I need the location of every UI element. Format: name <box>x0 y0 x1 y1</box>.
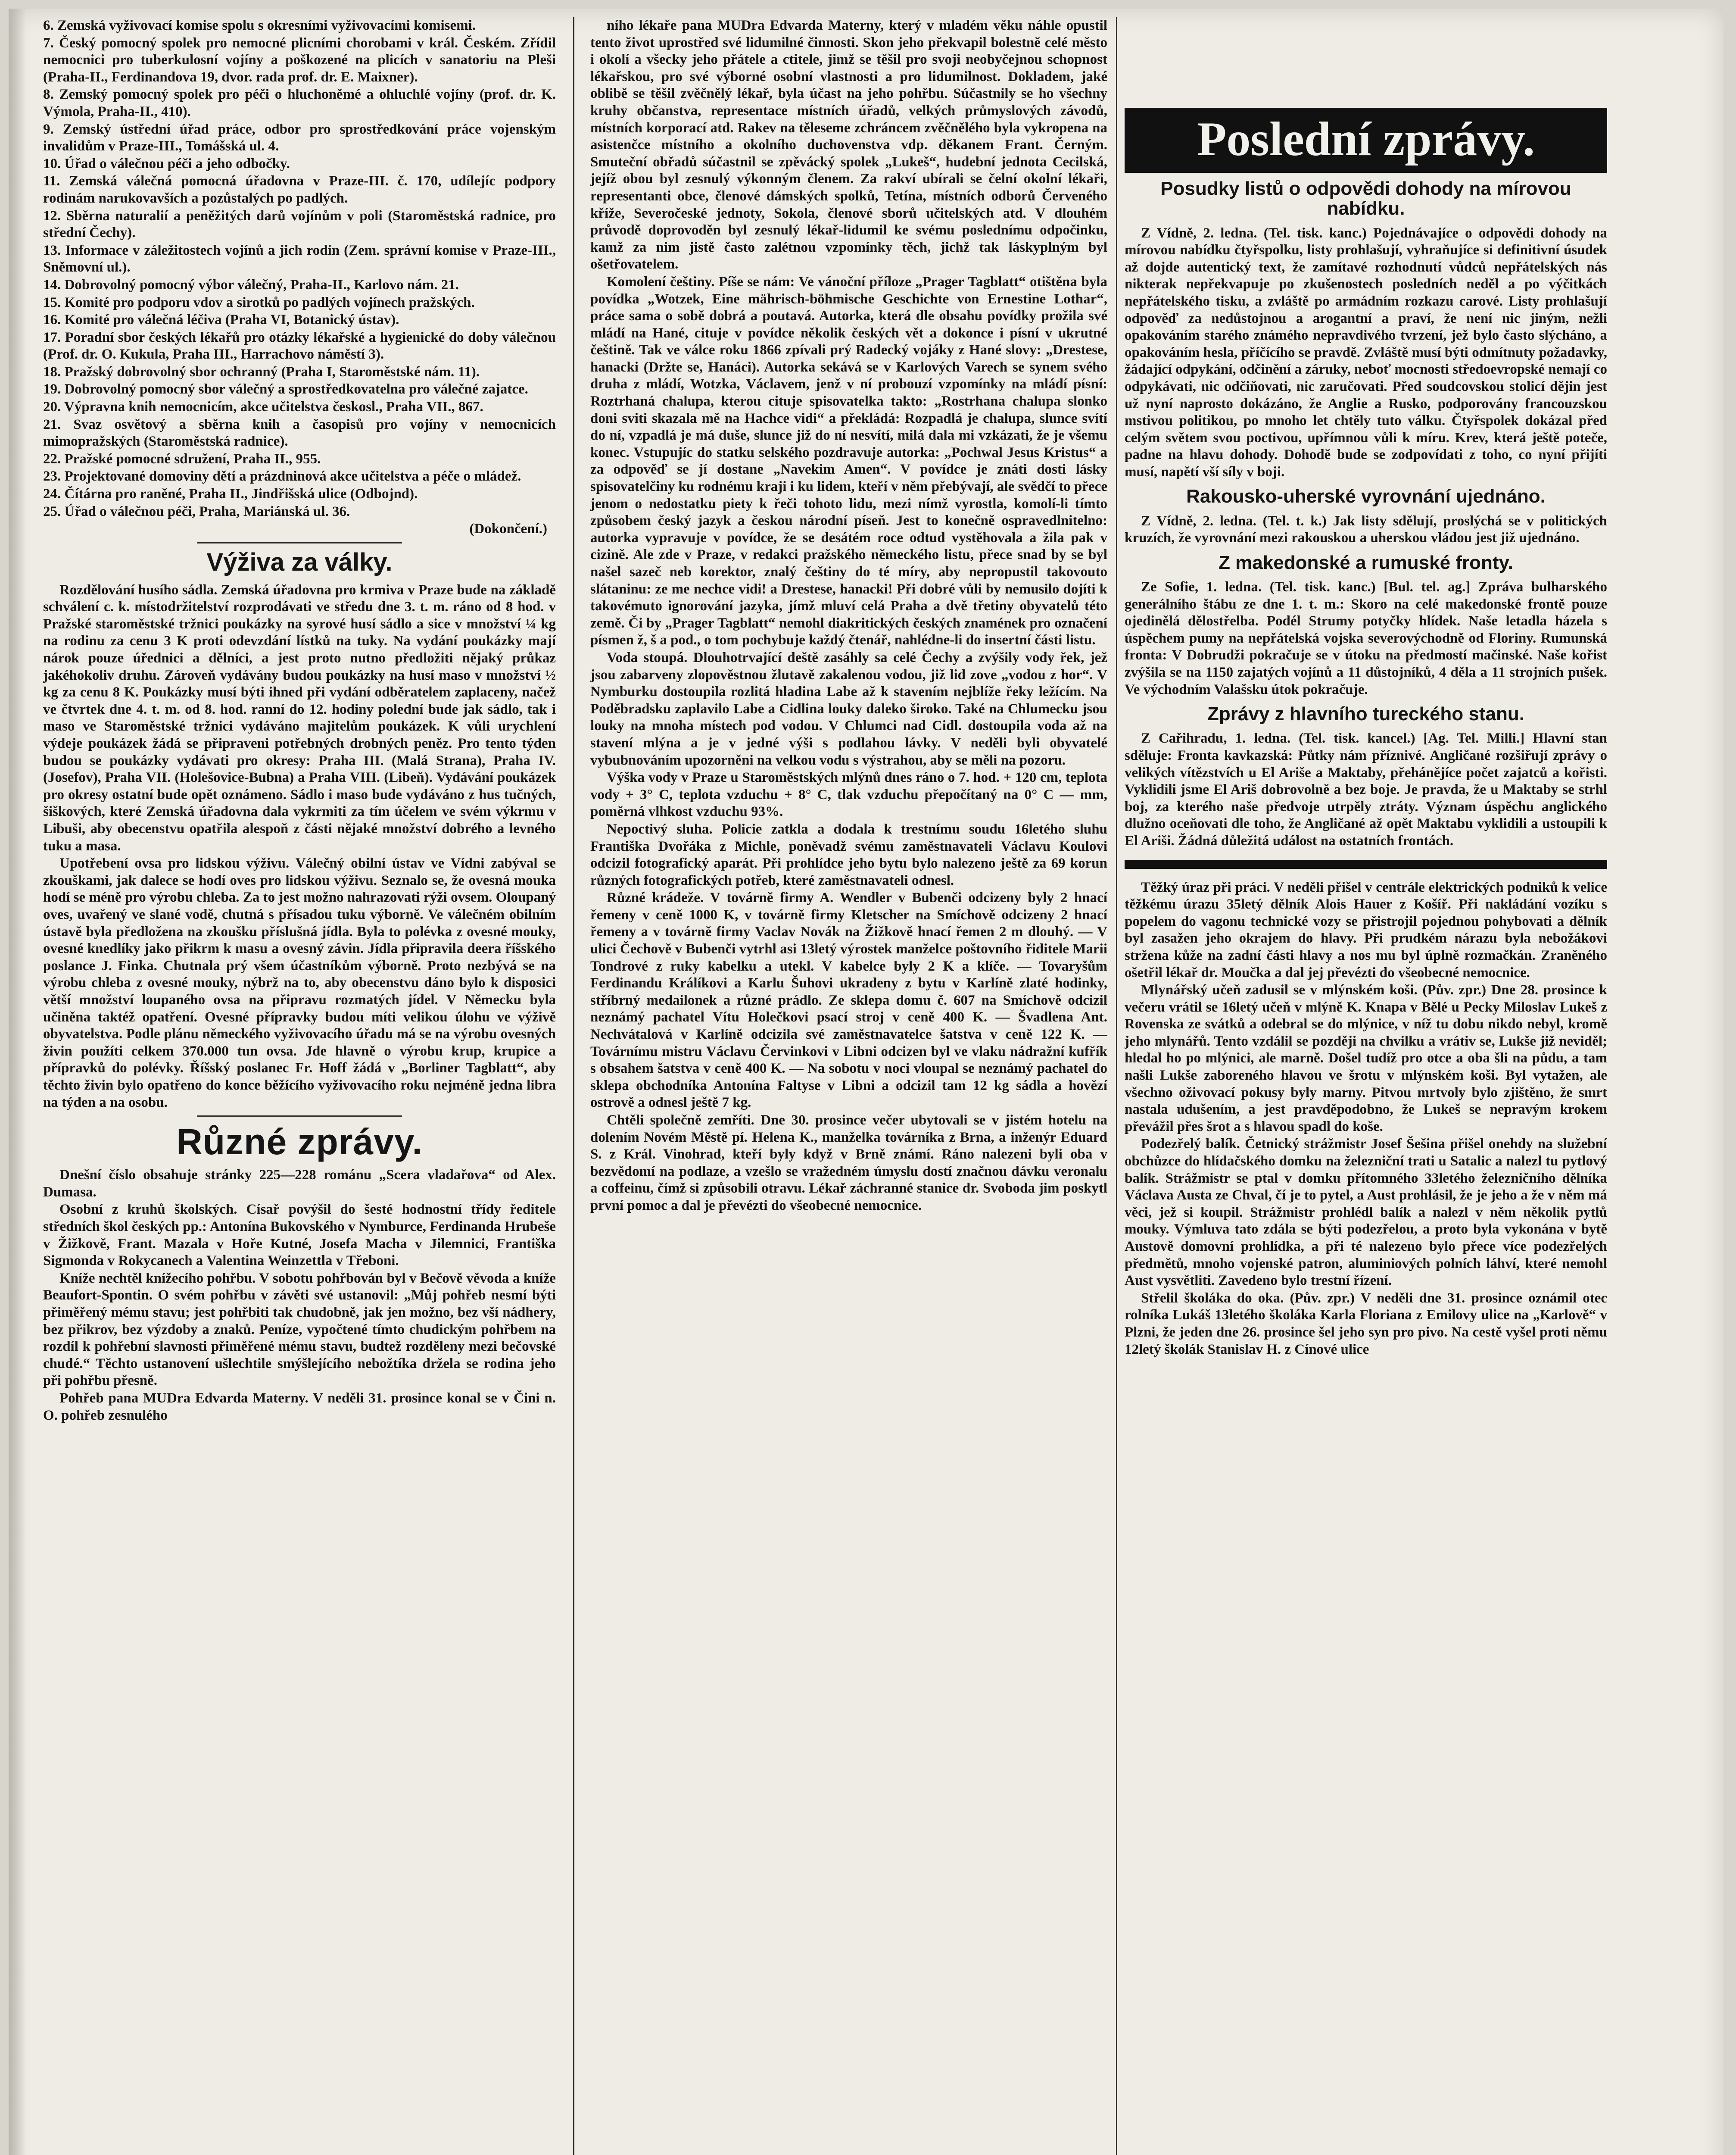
article-paragraph: Chtěli společně zemříti. Dne 30. prosince večer ubytovali se v jistém hotelu na dolením Novém Městě pí. Helena K., manželka továrníka z Brna, a inženýr Eduard S. z Král. Vinohrad, kteří byly když v Brně známí. Ráno nalezeni byli oba v bezvědomí na podlaze, a vzešlo se vražedném úmyslu dostí značnou dávku veronalu a coffeinu, čímž si způsobili otravu. Lékař záchranné stanice dr. Svoboda jim poskytl první pomoc a dal je převézti do všeobecné nemocnice. <box>590 1112 1107 1213</box>
divider <box>197 542 402 543</box>
list-item: 10. Úřad o válečnou péči a jeho odbočky. <box>43 156 290 172</box>
section-bar <box>1125 860 1607 869</box>
column-2-articles <box>590 17 1107 1215</box>
vyziva-section <box>43 582 556 1111</box>
column-2 <box>590 17 1107 2155</box>
article-paragraph: Osobní z kruhů školských. Císař povýšil do šesté hodnostní třídy ředitele středních škol českých pp.: Antonína Bukovského v Nymburce, Ferdinanda Hrubeše v Žižkově, Frant. Mazala v Hoře Kutné, Josefa Macha v Jilemnici, Františka Sigmonda v Rokycanech a Valentina Weinzettla v Třeboni. <box>43 1202 556 1269</box>
banner-posledni-zpravy: Poslední zprávy. <box>1125 108 1607 173</box>
article-paragraph: Kníže nechtěl knížecího pohřbu. V sobotu pohřbován byl v Bečově věvoda a kníže Beaufort-Spontin. O svém pohřbu v závěti své ustanovil: „Můj pohřeb nesmí býti přiměřený mému stavu; jest pohřbiti tak chudobně, jak jen možno, bez vší nádhery, bez přikrov, bez výzdoby a znaků. Peníze, vypočtené tímto chudickým pohřbem na rozdíl k pohřební slavnosti přiměřené mému stavu, budtež rozděleny mezi bečovské chudé.“ Těchto ustanovení ušlechtile smýšlejícího nebožtíka držela se rodina jeho při pohřbu přesně. <box>43 1270 556 1389</box>
article-paragraph: Výška vody v Praze u Staroměstských mlýnů dnes ráno o 7. hod. + 120 cm, teplota vody + 3° C, teplota vzduchu + 8° C, tlak vzduchu přepočítaný na 0° C — mm, poměrná vlhkost vzduchu 93%. <box>590 770 1107 820</box>
headline-fronty: Z makedonské a rumuské fronty. <box>1219 552 1513 573</box>
article-paragraph: Mlynářský učeň zadusil se v mlýnském koši. (Pův. zpr.) Dne 28. prosince k večeru vrátil se 16letý učeň v mlýně K. Knapa v Bělé u Pecky Miloslav Lukeš z Rovenska ze svátků a odebral se do mlýnice, v níž tu dobu nikdo nebyl, kromě jeho mlynářů. Tento vzdálil se později na chvilku a vrátiv se, Lukše již neviděl; hledal ho po mlýnici, ale marně. Došel tudíž pro otce a oba šli na půdu, a tam našli Lukše zaboreného hlavou ve šrotu v mlýnském koši. Byl vytažen, ale všechno oživovací pokusy byly marny. Pitvou mrtvoly bylo zjištěno, že smrt nastala udušením, a jest pravděpodobno, že Lukeš se nepravým krokem převážil přes šrot a s hlavou spadl do koše. <box>1125 982 1607 1134</box>
list-item: 24. Čítárna pro raněné, Praha II., Jindřišská ulice (Odbojnd). <box>43 486 418 502</box>
institution-list <box>43 17 556 520</box>
list-item: 23. Projektované domoviny dětí a prázdninová akce učitelstva a péče o mládež. <box>43 468 521 484</box>
article-paragraph: Dnešní číslo obsahuje stránky 225—228 románu „Scera vladařova“ od Alex. Dumasa. <box>43 1167 556 1200</box>
news-constantinople: Z Cařihradu, 1. ledna. (Tel. tisk. kancel.) [Ag. Tel. Milli.] Hlavní stan sděluje: Fronta kavkazská: Půtky nám příznivé. Angličané rozšiřují zprávy o velikých vítězstvích u El Ariše a Maktaby, přehánějíce počet zajatců a kořisti. Vyklidili jsme El Ariš dobrovolně a bez boje. Je pravda, že u Maktaby se strhl boj, za kterého naše předvoje utrpěly ztráty. Význam úspěchu anglického dlužno oceňovati dle toho, že Angličané až opět Maktabu vyklidili a ustoupili k El Ariši. Žádná důležitá událost na ostatních frontách. <box>1125 731 1607 849</box>
article-paragraph: Různé krádeže. V továrně firmy A. Wendler v Bubenči odcizeny byly 2 hnací řemeny v ceně 1000 K, v továrně firmy Kletscher na Smíchově odcizeny 2 hnací řemeny a v továrně firmy Vaclav Novák na Žižkově hnací řemen 2 m dlouhý. — V ulici Čechově v Bubenči vytrhl asi 13letý výrostek manželce poštovního řiditele Marii Tondrové z ruky kabelku a utekl. V kabelce byly 2 K a klíče. — Tovaryšům Ferdinandu Králíkovi a Karlu Šuhovi ukradeny z bytu v Karlíně zlaté hodinky, stříbrný medailonek a různé prádlo. Ze sklepa domu č. 607 na Smíchově odcizil neznámý pachatel Vítu Holečkovi psací stroj v ceně 400 K. — Švadlena Ant. Nechvátalová v Karlíně odcizila své zaměstnavatelce šatstva v ceně 122 K. — Továrnímu mistru Václavu Červinkovi v Libni odcizen byl ve vlaku nádražní kufřík s obsahem šatstva v ceně 400 K. — Na sobotu v noci vloupal se neznámý pachatel do sklepa obchodníka Antonína Faltyse v Libni a odcizil tam 12 kg sádla a hovězí ostrově a odnesl ještě 7 kg. <box>590 890 1107 1111</box>
list-item: 9. Zemský ústřední úřad práce, odbor pro sprostředkování práce vojenským invalidům v Praze-III., Tomášská ul. 4. <box>43 121 556 154</box>
local-news <box>1125 879 1607 1359</box>
list-item: 16. Komité pro válečná léčiva (Praha VI, Botanický ústav). <box>43 312 399 328</box>
list-item: 13. Informace v záležitostech vojínů a jich rodin (Zem. správní komise v Praze-III., Sněmovní ul.). <box>43 242 556 275</box>
ruzne-section <box>43 1167 556 1424</box>
headline-turecky-stan: Zprávy z hlavního tureckého stanu. <box>1207 703 1524 725</box>
heading-vyziva: Výživa za války. <box>206 548 393 576</box>
list-item: 15. Komité pro podporu vdov a sirotků po padlých vojínech pražských. <box>43 294 475 310</box>
headline-posudky: Posudky listů o odpovědi dohody na mírovou nabídku. <box>1160 178 1571 219</box>
list-item: 12. Sběrna naturalií a peněžitých darů vojínům v poli (Staroměstská radnice, pro střední Čechy). <box>43 208 556 241</box>
news-vyrovnani: Z Vídně, 2. ledna. (Tel. t. k.) Jak listy sdělují, proslýchá se v politických kruzích, že vyrovnání mezi rakouskou a uherskou vládou jest již ujednáno. <box>1125 513 1607 546</box>
list-item: 19. Dobrovolný pomocný sbor válečný a sprostředkovatelna pro válečné zajatce. <box>43 381 528 397</box>
column-divider <box>1116 17 1117 2155</box>
list-item: 21. Svaz osvětový a sběrna knih a časopisů pro vojíny v nemocnicích mimopražských (Staroměstská radnice). <box>43 416 556 450</box>
article-paragraph: Těžký úraz při práci. V neděli přišel v centrále elektrických podniků k velice těžkému úrazu 35letý dělník Alois Hauer z Košíř. Při nakládání vozíku s popelem do vagonu technické vozy se přistrojil pojednou pohybovati a dělník byl zasažen jeho okrajem do hlavy. Při prudkém nárazu byla nebožákovi stržena kůže na zadní části hlavy a nos mu byl úplně rozmačkán. Zraněného ošetřil lékař dr. Moučka a dal jej převézti do všeobecné nemocnice. <box>1125 879 1607 981</box>
article-paragraph: Voda stoupá. Dlouhotrvající deště zasáhly sa celé Čechy a zvýšily vody řek, jež jsou zabarveny zlopověstnou žlutavě zakalenou vodou, již lid zove „vodou z hor“. V Nymburku dostoupila rozlitá hladina Labe až k stavením nejblíže řeky ležícím. Na Poděbradsku zaplavilo Labe a Cidlina louky daleko široko. Také na Chlumecku jsou louky na mnoha místech pod vodou. V Chlumci nad Cidl. dostoupila voda až na stavení mlýna a je v jedné výši s podlahou lávky. V neděli byli obyvatelé vybubnováním upozorněni na velkou vodu s výstrahou, aby se měli na pozoru. <box>590 650 1107 768</box>
list-item: 20. Výpravna knih nemocnicím, akce učitelstva českosl., Praha VII., 867. <box>43 399 483 415</box>
list-item: 18. Pražský dobrovolný sbor ochranný (Praha I, Staroměstské nám. 11). <box>43 364 480 380</box>
list-item: 7. Český pomocný spolek pro nemocné plicními chorobami v král. Českém. Zřídil nemocnici pro tuberkulosní vojíny a poškozené na plicích v sanatoriu na Pleši (Praha-II., Ferdinandova 19, dvor. rada prof. dr. E. Maixner). <box>43 35 556 85</box>
list-item: 25. Úřad o válečnou péči, Praha, Mariánská ul. 36. <box>43 503 350 519</box>
news-vienna: Z Vídně, 2. ledna. (Tel. tisk. kanc.) Pojednávajíce o odpovědi dohody na mírovou nabídku čtyřspolku, listy prohlašují, vyhraňujíce si definitivní úsudek až dojde autentický text, že zamítavé rozhodnutí vůdců nepřátelských nás nikterak nepřekvapuje po zkušenostech posledních neděl a po výčitkách nepřátelského tisku, a zvláště po armádním rozkazu carové. Listy prohlašují odpověď za nedůstojnou a arogantní a praví, že není nic jiným, nežli opakováním starého známého nepravdivého tvrzení, jež bylo často slýcháno, a opakováním hesla, příčícího se pravdě. Zvláště musí býti odmítnuty požadavky, žádající odpykání, odčinění a záruky, neboť mocnosti středoevropské nemají co odpykávati, nic odčiňovati, nic zaručovati. Před soudcovskou stolicí dějin jest už nyní naprosto dokázáno, že Anglie a Rusko, podporovány francouzskou mstivou politikou, po mnoho let chtěly tuto válku. Čtyřspolek dokázal před celým světem svou poctivou, upřímnou vůli k míru. Krev, která ještě poteče, padne na hlavu dohody. Dohodě bude se zodpovídati z toho, co nyní přijíti musí, napětí vší síly v boji. <box>1125 225 1607 480</box>
list-item: 14. Dobrovolný pomocný výbor válečný, Praha-II., Karlovo nám. 21. <box>43 277 459 293</box>
article-paragraph: Podezřelý balík. Četnický strážmistr Josef Šešina přišel onehdy na služební obchůzce do hlídačského domku na železniční trati u Satalic a nalezl tu pytlový balík. Strážmistr se ptal v domku přítomného 33letého železničního dělníka Václava Austa ze Chval, čí je to pytel, a Aust prohlásil, že je jeho a že v něm má věci, jež si koupil. Strážmistr prohlédl balík a nalezl v něm několik pytlů mouky. Výmluva tato zdála se býti podezřelou, a proto byla vykonána v bytě Austově domovní prohlídka, a při té nalezeno bylo přece více podezřelých předmětů, mnoho vojenské patron, aluminiových polních láhví, které nemohl Aust vysvětliti. Zavedeno bylo trestní řízení. <box>1125 1136 1607 1289</box>
news-sofia: Ze Sofie, 1. ledna. (Tel. tisk. kanc.) [Bul. tel. ag.] Zpráva bulharského generálního štábu ze dne 1. t. m.: Skoro na celé makedonské frontě pouze ojedinělá dělostřelba. Podél Strumy potyčky hlídek. Naše letadla házela s úspěchem pumy na nepřátelská vojska severovýchodně od Floriny. Rumunská fronta: V Dobrudži pokračuje se v útoku na předmostí mačinské. Naše kořist zvýšila se na 1150 zajatých vojínů a 11 důstojníků, 4 děla a 11 strojních pušek. Ve východním Valašsku útok pokračuje. <box>1125 579 1607 697</box>
article-paragraph: Upotřebení ovsa pro lidskou výživu. Válečný obilní ústav ve Vídni zabýval se zkouškami, jak dalece se hodí oves pro lidskou výživu. Seznalo se, že ovesná mouka hodí se méně pro výrobu chleba. Za to jest možno nahrazovati rýži ovsem. Oloupaný oves, uvařený ve slané vodě, chutná s přísadou tuku výborně. Ve válečném obilním ústavě byla předložena na zkoušku příslušná jídla. Byla to polévka z ovesné mouky, ovesné knedlíky jako přikrm k masu a ovesný závin. Jídla připravila deera říšského poslance J. Finka. Chutnala prý všem účastníkům výborně. Proto nezbývá se na výrobu chleba z ovesné mouky, nýbrž na to, aby obecenstvu dáno bylo k disposici větší množství loupaného ovsa na připravu rozmatých jídel. V Německu byla učiněna taktéž opatření. Ovesné přípravky budou míti velikou úlohu ve výživě obyvatelstva. Podle plánu německého vyživovacího úřadu má se na výrobu ovesných živin použíti celkem 370.000 tun ovsa. Jde hlavně o výrobu krup, krupice a přípravků do polévky. Říšský poslanec Fr. Hoff žádá v „Borliner Tagblatt“, aby těchto živin bylo opatřeno do konce běžícího vyživovacího roku nejméně jedna libra na týden a na osobu. <box>43 856 556 1110</box>
heading-ruzne: Různé zprávy. <box>176 1121 423 1162</box>
column-1 <box>43 17 556 2155</box>
list-item: 8. Zemský pomocný spolek pro péči o hluchoněmé a ohluchlé vojíny (prof. dr. K. Výmola, Praha-II., 410). <box>43 87 556 119</box>
concluded-note: (Dokončení.) <box>469 521 547 537</box>
column-3 <box>1125 17 1607 2155</box>
article-paragraph: Střelil školáka do oka. (Pův. zpr.) V neděli dne 31. prosince oznámil otec rolníka Lukáš 13letého školáka Karla Floriana z Emilovy ulice na „Karlově“ v Plzni, že jeden dne 26. prosince šel jeho syn pro pivo. Na cestě vyšel proti němu 12letý školák Stanislav H. z Cínové ulice <box>1125 1290 1607 1357</box>
article-paragraph: Pohřeb pana MUDra Edvarda Materny. V neděli 31. prosince konal se v Čini n. O. pohřeb zesnulého <box>43 1390 556 1423</box>
list-item: 17. Poradní sbor českých lékařů pro otázky lékařské a hygienické do doby válečnou (Prof. dr. O. Kukula, Praha III., Harrachovo náměstí 3). <box>43 329 556 362</box>
article-paragraph: Nepoctivý sluha. Policie zatkla a dodala k trestnímu soudu 16letého sluhu Františka Dvořáka z Michle, poněvadž svému zaměstnavateli Václavu Koulovi odcizil fotografický aparát. Při prohlídce jeho bytu bylo nalezeno ještě za 69 korun různých fotografických potřeb, které zaměstnavateli odnesl. <box>590 821 1107 888</box>
page-shadow <box>9 9 26 2155</box>
article-paragraph: Rozdělování husího sádla. Zemská úřadovna pro krmiva v Praze bude na základě schválení c. k. místodržitelství rozprodávati ve středu dne 3. t. m. ráno od 8 hod. v Pražské staroměstské tržnici poukázky na syrové husí sádlo a sice v množství ¼ kg na rodinu za cenu 3 K proti odevzdání lístků na tuky. Na vydání poukázky mají nárok pouze úřednici a dělníci, a jest proto nutno předložiti nějaký průkaz jakéhokoliv druhu. Zároveň vydávány budou poukázky na husí maso v množství ½ kg za cenu 8 K. Poukázky musí býti ihned při vydání odběratelem zaplaceny, načež ve čtvrtek dne 4. t. m. od 8. hod. ranní do 12. hodiny polední bude jak sádlo, tak i maso ve Staroměstské tržnici vydáváno majitelům poukázek. K vůli urychlení výdeje poukázek žádá se připraveni potřebných drobných peněz. Pro tento týden budou se poukázky vydávati pro okresy: Praha III. (Malá Strana), Praha IV. (Josefov), Praha VII. (Holešovice-Bubna) a Praha VIII. (Libeň). Vydávání poukázek pro okresy ostatní bude opět oznámeno. Sádlo i maso bude vydáváno z hus tučných, šiškových, které Zemská úřadovna dala vykrmiti za tím účelem ve svém výkrmu v Libuši, aby obecenstvu opatřila alespoň z části nějaké množství dobrého a levného tuku a masa. <box>43 582 556 854</box>
divider <box>197 1115 402 1117</box>
article-paragraph: ního lékaře pana MUDra Edvarda Materny, který v mladém věku náhle opustil tento život uprostřed své lidumilné činnosti. Skon jeho překvapil bolestně celé město i okolí a všecky jeho přátele a ctitele, jimž se těšil pro svoji neobyčejnou schopnost lékařskou, pro své výborné osobní vlastnosti a pro lidumilnost. Dokladem, jaké oblibě se těšil zvěčnělý lékař, byla účast na jeho pohřbu. Súčastnily se ho všechny kruhy občanstva, representace místních úřadů, velkých průmyslových závodů, místních korporací atd. Rakev na těleseme zchráncem zvěčnělého byla vykropena na asistenčce místního a okolního duchovenstva vdp. děkanem Frant. Černým. Smuteční obřadů súčastnil se zpěvácký spolek „Lukeš“, hudební jednota Cecilská, jejíž obou byl zesnulý výkonným členem. Za rakví ubírali se čelní okolní lékaři, representanti obce, členové dámských spolků, Tetína, místních odborů Červeného kříže, Severočeské jednoty, Sokola, členové sborů učitelských atd. V dlouhém průvodě doprovoděn byl zesnulý lékař-lidumil ke svému poslednímu odpočinku, kamž za nim jistě často zalétnou vzpomínky těch, jichž tak láskyplným byl ošetřovatelem. <box>590 18 1107 272</box>
list-item: 22. Pražské pomocné sdružení, Praha II., 955. <box>43 451 321 467</box>
newspaper-page <box>9 9 1724 2155</box>
list-item: 11. Zemská válečná pomocná úřadovna v Praze-III. č. 170, udílejíc podpory rodinám narukovavších a pozůstalých po padlých. <box>43 173 556 206</box>
article-paragraph: Komolení češtiny. Píše se nám: Ve vánoční příloze „Prager Tagblatt“ otištěna byla povídka „Wotzek, Eine mährisch-böhmische Geschichte von Ernestine Lothar“, práce sama o sobě dobrá a poutavá. Autorka, která dle obsahu povídky prožila své mládí na Hané, cituje v povídce několik českých vět a dokonce i písní v ukrutné češtině. Tak ve válce roku 1866 zpívali prý Radecký vojáky z Hané slovy: „Drestese, hanacki (Držte se, Hanáci). Autorka sekává se v Karlových Varech se synem svého druha z mládí, Wotzka, Václavem, jenž v ní probouzí vzpomínky na mládí písní: Roztrhaná chalupa, kterou cituje spisovatelka takto: „Rostrhana chalupa slonko doni sviti skazala mě na Hachce vidi“ a překládá: Rozpadlá je chalupa, slunce svítí do ní, vzpadlá je má duše, slunce již do ní nesvítí, milá dala mi vzkázati, že je všemu konec. Vstupujíc do statku selského pozdravuje autorka: „Pochwal Jesus Kristus“ a za odpověď se jí dostane „Navekim Amen“. V povídce je znáti dosti lásky spisovatelčiny ku rodnému kraji i ku lidem, kteří v něm přebývají, ale svědčí to přece jenom o nedostatku piety k řeči tohoto lidu, mezi nímž vyrostla, komolí-li tímto způsobem český jazyk a českou národní píseň. Jest to konečně ospravedlnitelno: autorka vypravuje v povídce, že se desátém roce odtud vystěhovala a žila pak v cizině. Ale zde v Praze, v redakci pražského německého listu, přece snad by se byl našel sazeč neb korektor, znalý češtiny do té míry, aby nepropustil takovouto slátaninu: ze me nechce vidi! a Drestese, hanacki! Při dobré vůli by nemusilo dojíti k takovémuto ignorování jazyka, jímž mluví celá Praha a dvě třetiny obyvatelů této země. Či by „Prager Tagblatt“ nemohl diakritických českých znamének pro označení písmen ž, š a pod., o tom pochybuje každý čtenář, nahlédne-li do insertní části listu. <box>590 274 1107 648</box>
headline-vyrovnani: Rakousko-uherské vyrovnání ujednáno. <box>1186 486 1546 507</box>
list-item: 6. Zemská vyživovací komise spolu s okresními vyživovacími komisemi. <box>43 18 476 33</box>
column-divider <box>573 17 574 2155</box>
